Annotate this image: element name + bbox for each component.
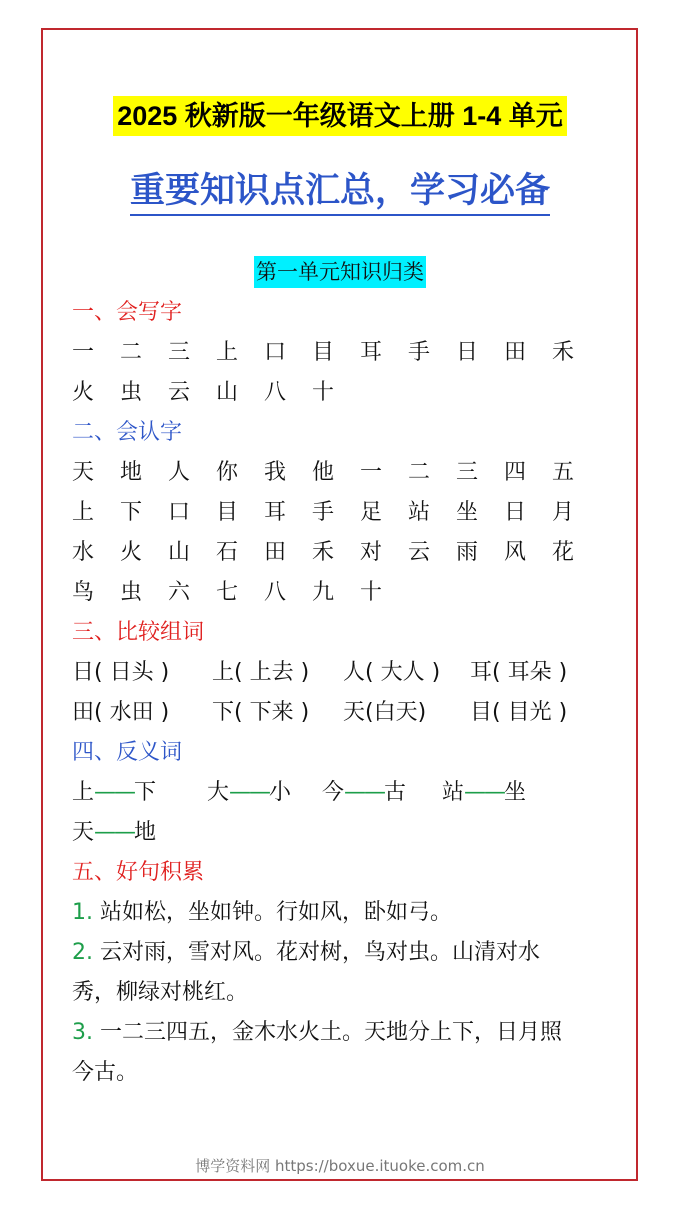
antonym-row (72, 813, 612, 853)
content (72, 293, 612, 1093)
char: 耳 (264, 500, 287, 525)
char: 地 (120, 460, 143, 485)
word-row (72, 693, 612, 733)
char: 鸟 (72, 580, 95, 605)
char: 你 (216, 460, 239, 485)
antonym-word: 下 (134, 780, 157, 805)
char: 十 (360, 580, 383, 605)
antonym-row (72, 773, 612, 813)
char: 田 (504, 340, 527, 365)
antonym-dash: —— (344, 780, 385, 805)
char: 我 (264, 460, 287, 485)
char: 手 (408, 340, 431, 365)
char: 雨 (456, 540, 479, 565)
char: 天 (72, 460, 95, 485)
footer-watermark: 博学资料网 https://boxue.ituoke.com.cn (195, 1157, 485, 1175)
section-heading-write: 一、会写字 (72, 300, 183, 325)
char: 水 (72, 540, 95, 565)
char: 禾 (312, 540, 335, 565)
antonym-word: 今 (322, 780, 345, 805)
title-line-1-wrap (0, 96, 680, 136)
char: 十 (312, 380, 335, 405)
item-number: 3. (72, 1020, 93, 1045)
char: 月 (552, 500, 575, 525)
word-group: 天(白天) (343, 700, 427, 725)
sentence-text: 一二三四五，金木水火土。天地分上下，日月照 (100, 1020, 563, 1045)
char: 七 (216, 580, 239, 605)
char: 二 (120, 340, 143, 365)
antonym-pair (72, 813, 156, 853)
antonym-pair (72, 773, 207, 813)
item-number: 2. (72, 940, 93, 965)
word-group: 耳( 耳朵 ) (470, 660, 568, 685)
char: 石 (216, 540, 239, 565)
char: 山 (168, 540, 191, 565)
antonym-word: 坐 (504, 780, 527, 805)
unit-title-wrap (0, 256, 680, 288)
char: 上 (216, 340, 239, 365)
char: 云 (168, 380, 191, 405)
title-line-1: 2025 秋新版一年级语文上册 1-4 单元 (113, 96, 567, 136)
antonym-pair (207, 773, 322, 813)
char: 手 (312, 500, 335, 525)
char: 八 (264, 580, 287, 605)
char: 八 (264, 380, 287, 405)
item-number: 1. (72, 900, 93, 925)
char-row (72, 533, 612, 573)
char: 二 (408, 460, 431, 485)
antonym-word: 站 (442, 780, 465, 805)
sentence-text: 云对雨，雪对风。花对树，鸟对虫。山清对水 (100, 940, 541, 965)
section-heading-sentences: 五、好句积累 (72, 860, 205, 885)
char: 三 (456, 460, 479, 485)
char: 虫 (120, 580, 143, 605)
antonym-word: 大 (207, 780, 230, 805)
char: 人 (168, 460, 191, 485)
sentence-text: 站如松，坐如钟。行如风，卧如弓。 (100, 900, 453, 925)
char: 足 (360, 500, 383, 525)
char-row (72, 453, 612, 493)
char: 虫 (120, 380, 143, 405)
word-group: 人( 大人 ) (343, 660, 441, 685)
char: 三 (168, 340, 191, 365)
section-heading-compare: 三、比较组词 (72, 620, 205, 645)
char: 火 (72, 380, 95, 405)
char: 坐 (456, 500, 479, 525)
sentence-item (72, 933, 612, 973)
antonym-word: 上 (72, 780, 95, 805)
antonym-dash: —— (229, 780, 270, 805)
sentence-item (72, 1013, 612, 1053)
word-group: 目( 目光 ) (470, 700, 568, 725)
char: 风 (504, 540, 527, 565)
char: 云 (408, 540, 431, 565)
title-line-2: 重要知识点汇总，学习必备 (130, 168, 550, 216)
antonym-pair (322, 773, 442, 813)
char: 田 (264, 540, 287, 565)
sentence-item (72, 893, 612, 933)
unit-title: 第一单元知识归类 (254, 256, 426, 288)
title-line-2-wrap (0, 168, 680, 216)
sentence-continuation: 秀，柳绿对桃红。 (72, 980, 249, 1005)
antonym-dash: —— (464, 780, 505, 805)
char: 日 (504, 500, 527, 525)
char: 日 (456, 340, 479, 365)
char: 四 (504, 460, 527, 485)
char: 他 (312, 460, 335, 485)
char: 禾 (552, 340, 575, 365)
char: 一 (72, 340, 95, 365)
char: 口 (264, 340, 287, 365)
char: 六 (168, 580, 191, 605)
word-group: 田( 水田 ) (72, 700, 170, 725)
char: 山 (216, 380, 239, 405)
char: 上 (72, 500, 95, 525)
char: 耳 (360, 340, 383, 365)
antonym-pair (442, 773, 526, 813)
section-heading-antonyms: 四、反义词 (72, 740, 183, 765)
char-row (72, 333, 612, 373)
antonym-dash: —— (94, 820, 135, 845)
char: 目 (312, 340, 335, 365)
char: 下 (120, 500, 143, 525)
char: 火 (120, 540, 143, 565)
char: 五 (552, 460, 575, 485)
antonym-word: 天 (72, 820, 95, 845)
char: 一 (360, 460, 383, 485)
antonym-word: 地 (134, 820, 157, 845)
char: 站 (408, 500, 431, 525)
char-row (72, 373, 612, 413)
sentence-continuation: 今古。 (72, 1060, 139, 1085)
char: 九 (312, 580, 335, 605)
antonym-word: 古 (384, 780, 407, 805)
word-group: 上( 上去 ) (212, 660, 310, 685)
antonym-word: 小 (269, 780, 292, 805)
word-row (72, 653, 612, 693)
char: 对 (360, 540, 383, 565)
word-group: 日( 日头 ) (72, 660, 170, 685)
char-row (72, 493, 612, 533)
char: 口 (168, 500, 191, 525)
antonym-dash: —— (94, 780, 135, 805)
char: 目 (216, 500, 239, 525)
section-heading-recognize: 二、会认字 (72, 420, 183, 445)
char: 花 (552, 540, 575, 565)
word-group: 下( 下来 ) (212, 700, 310, 725)
char-row (72, 573, 612, 613)
